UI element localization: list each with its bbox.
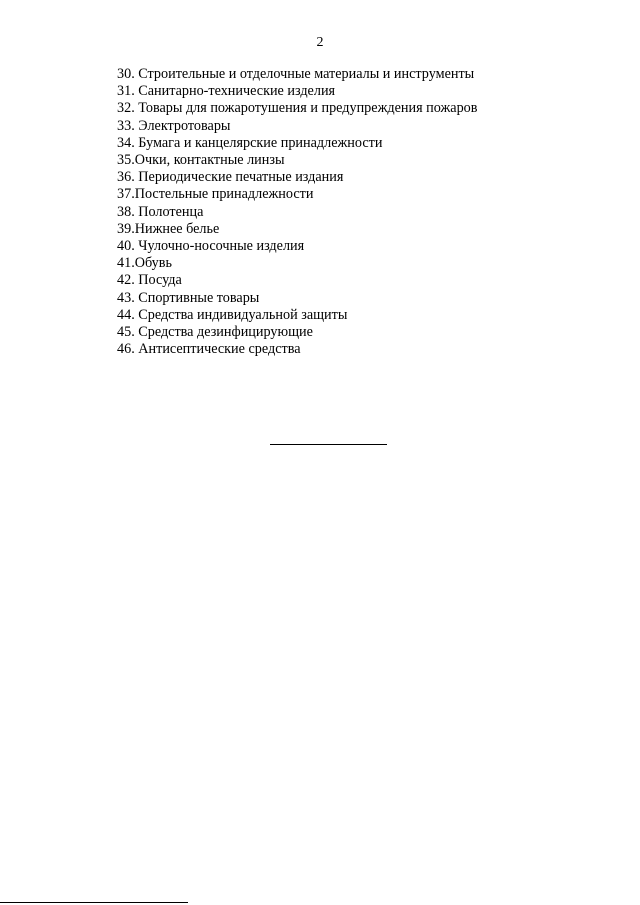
list-item: 31. Санитарно-технические изделия (117, 83, 336, 100)
list-item: 41.Обувь (117, 255, 172, 272)
list-item: 30. Строительные и отделочные материалы и инструменты (117, 66, 475, 82)
goods-category-list (117, 66, 477, 358)
list-item: 44. Средства индивидуальной защиты (117, 306, 348, 323)
list-item: 37.Постельные принадлежности (117, 186, 314, 203)
list-item: 35.Очки, контактные линзы (117, 152, 285, 169)
list-item: 33. Электротовары (117, 117, 231, 134)
list-item: 46. Антисептические средства (117, 341, 301, 358)
list-item: 32. Товары для пожаротушения и предупреждения пожаров (117, 100, 478, 117)
list-item: 39.Нижнее белье (117, 220, 220, 237)
list-item: 38. Полотенца (117, 203, 204, 220)
list-item: 34. Бумага и канцелярские принадлежности (117, 134, 383, 151)
list-item: 43. Спортивные товары (117, 289, 260, 306)
list-item: 40. Чулочно-носочные изделия (117, 238, 305, 255)
list-item: 45. Средства дезинфицирующие (117, 324, 313, 341)
list-item: 36. Периодические печатные издания (117, 169, 344, 186)
end-of-list-divider (270, 444, 387, 445)
list-item: 42. Посуда (117, 272, 182, 289)
page-number: 2 (316, 35, 324, 50)
footer-divider (0, 902, 188, 903)
